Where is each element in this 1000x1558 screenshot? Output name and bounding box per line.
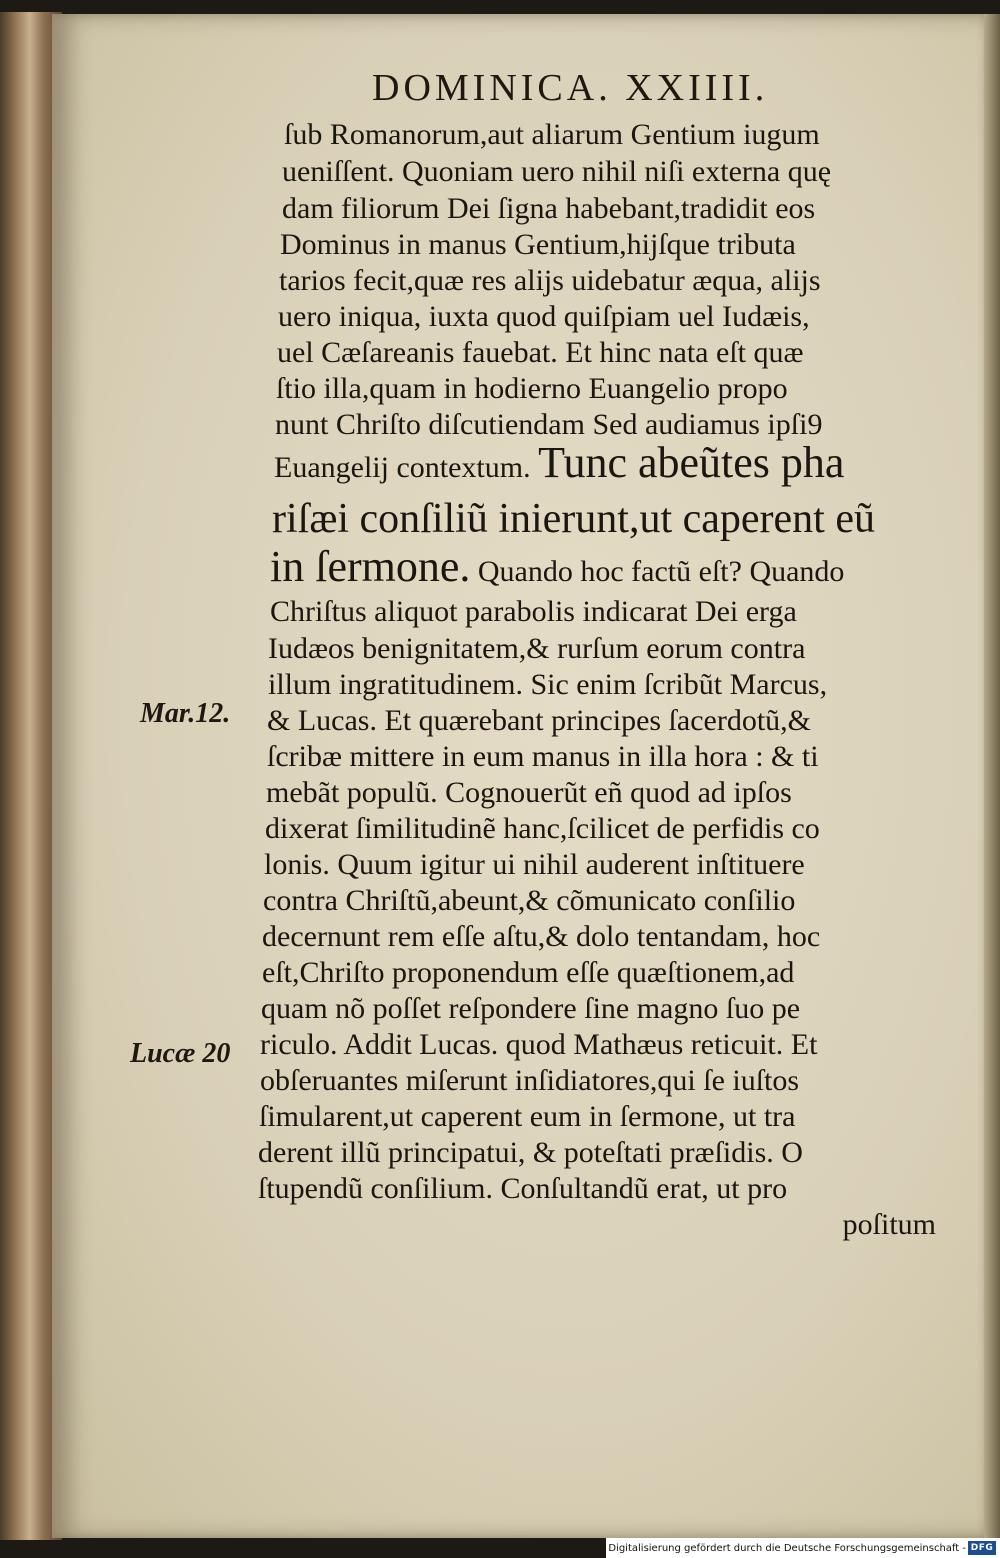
text-line: tarios fecit,quæ res alijs uidebatur æqua, alijs	[279, 264, 821, 297]
question-phrase: Quando hoc factũ eſt? Quando	[477, 555, 845, 588]
text-line-with-lead	[270, 542, 845, 591]
text-line: obſeruantes miſerunt inſidiatores,qui ſe iuſtos	[260, 1064, 800, 1097]
footer-credit: Digitalisierung gefördert durch die Deutsche Forschungsgemeinschaft -	[608, 1542, 966, 1554]
text-line: mebãt populũ. Cognouerũt eñ quod ad ipſos	[266, 776, 792, 809]
text-line: dam filiorum Dei ſigna habebant,tradidit eos	[282, 192, 816, 225]
dfg-logo-icon: DFG	[968, 1541, 996, 1555]
margin-note: Lucæ 20	[130, 1038, 231, 1069]
running-head: DOMINICA. XXIIII.	[372, 67, 769, 109]
text-line-large: riſæi conſiliũ inierunt,ut caperent eũ	[272, 496, 875, 542]
text-line: illum ingratitudinem. Sic enim ſcribũt Marcus,	[268, 668, 828, 701]
text-line: decernunt rem eſſe aſtu,& dolo tentandam, hoc	[262, 920, 821, 953]
lead-phrase: Tunc abeũtes pha	[538, 438, 845, 487]
text-line: riculo. Addit Lucas. quod Mathæus reticuit. Et	[260, 1028, 818, 1061]
catchword: poſitum	[842, 1208, 936, 1241]
text-fragment-large: in ſermone.	[270, 542, 471, 591]
text-line: dixerat ſimilitudinẽ hanc,ſcilicet de perfidis co	[265, 812, 820, 845]
digitization-footer	[606, 1538, 1000, 1558]
text-line: ſtio illa,quam in hodierno Euangelio propo	[276, 372, 788, 405]
page-edge	[984, 14, 1000, 1538]
margin-note: Mar.12.	[140, 698, 231, 729]
text-line: nunt Chriſto diſcutiendam Sed audiamus ipſi9	[275, 408, 823, 441]
text-line: contra Chriſtũ,abeunt,& cõmunicato conſilio	[263, 884, 796, 917]
text-line: Chriſtus aliquot parabolis indicarat Dei erga	[270, 595, 797, 628]
text-fragment: Euangelij contextum.	[274, 451, 531, 484]
text-line: Dominus in manus Gentium,hijſque tributa	[280, 228, 796, 261]
text-line: lonis. Quum igitur ui nihil auderent inſtituere	[264, 848, 805, 881]
text-line: uel Cæſareanis fauebat. Et hinc nata eſt quæ	[277, 336, 804, 369]
text-line: derent illũ principatui, & poteſtati præſidis. O	[258, 1136, 803, 1169]
text-line: ſtupendũ conſilium. Conſultandũ erat, ut pro	[258, 1172, 788, 1205]
text-line: & Lucas. Et quærebant principes ſacerdotũ,&	[267, 704, 811, 737]
text-line: ſcribæ mittere in eum manus in illa hora : & ti	[267, 740, 819, 773]
text-line: uero iniqua, iuxta quod quiſpiam uel Iudæis,	[278, 300, 810, 333]
text-line: eſt,Chriſto proponendum eſſe quæſtionem,ad	[262, 956, 795, 989]
text-line: ſimularent,ut caperent eum in ſermone, ut tra	[259, 1100, 796, 1133]
text-line: quam nõ poſſet reſpondere ſine magno ſuo pe	[261, 992, 801, 1025]
text-line: ueniſſent. Quoniam uero nihil niſi externa quę	[282, 155, 832, 188]
text-line: ſub Romanorum,aut aliarum Gentium iugum	[284, 118, 820, 151]
text-line: Iudæos benignitatem,& rurſum eorum contra	[268, 632, 806, 665]
text-line-with-lead	[274, 438, 845, 487]
